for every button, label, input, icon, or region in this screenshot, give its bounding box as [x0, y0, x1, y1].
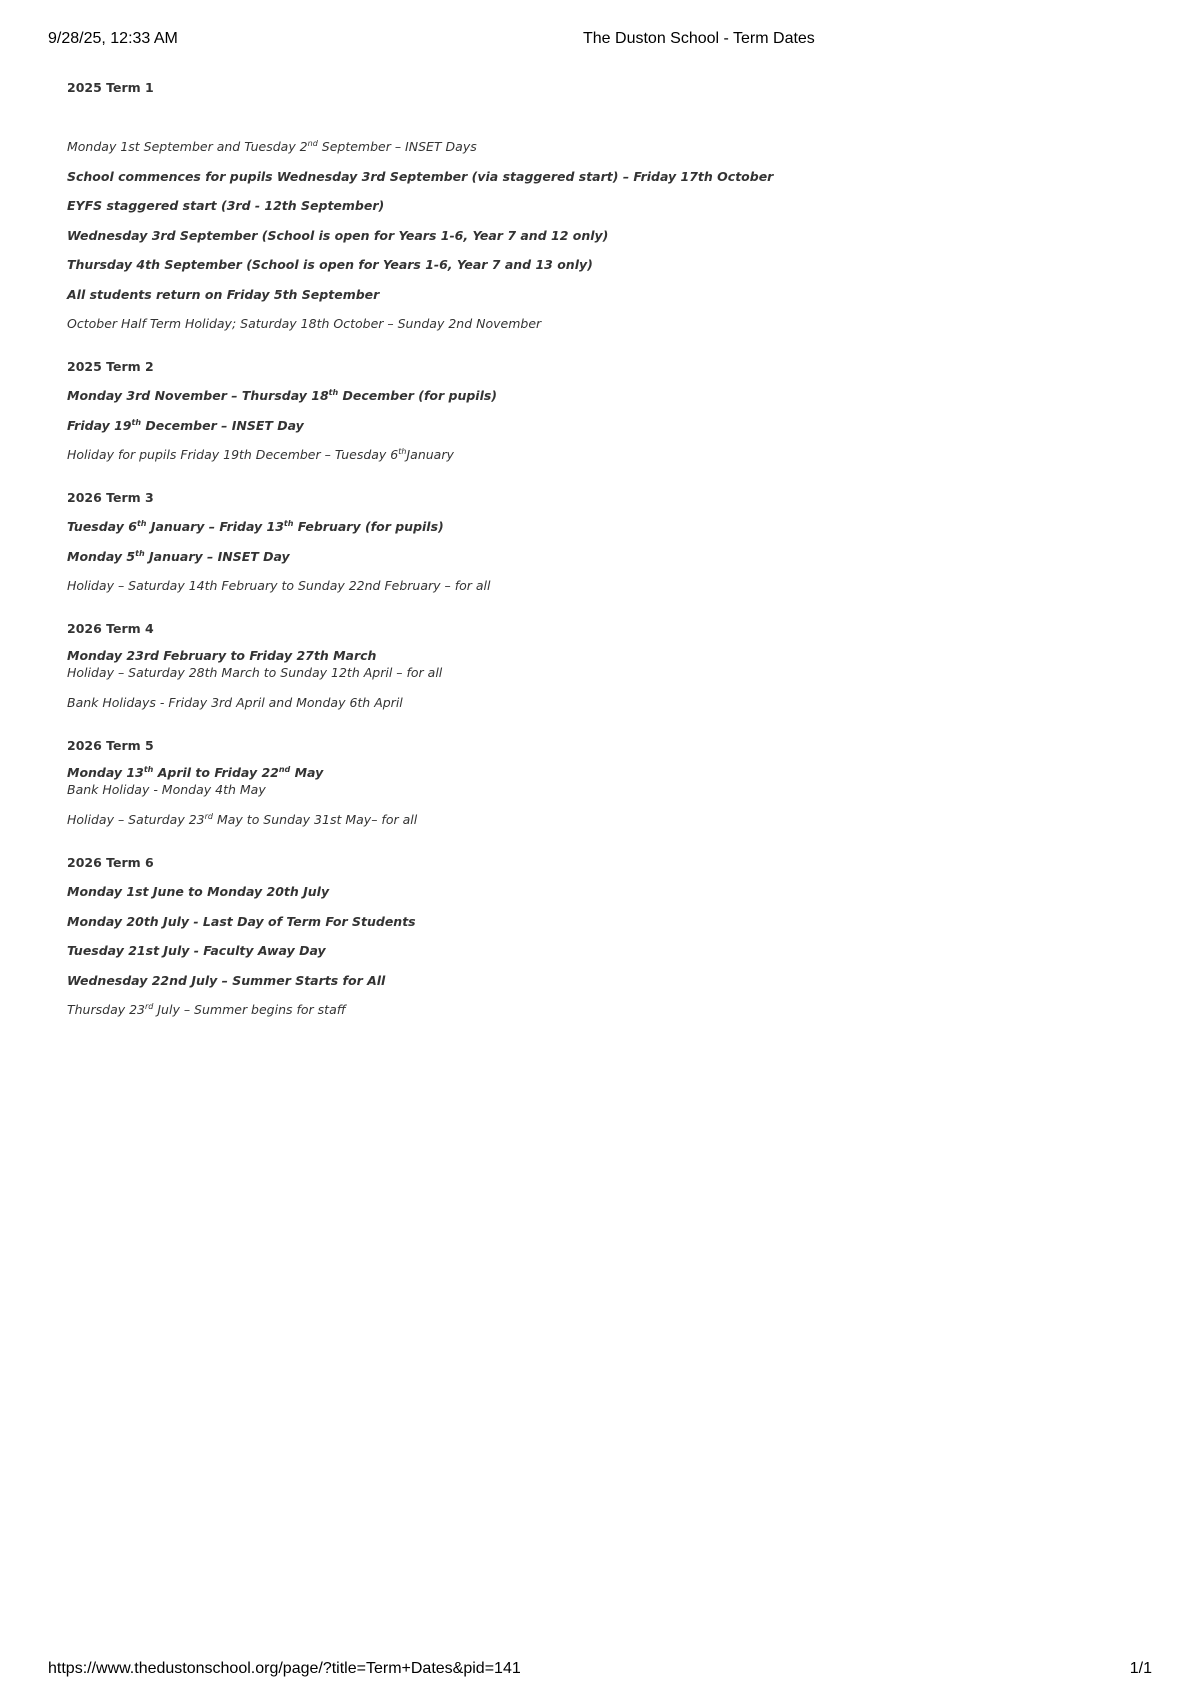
term-line: School commences for pupils Wednesday 3rd September (via staggered start) – Friday 17th October [67, 168, 774, 184]
term-line: Monday 5th January – INSET Day [67, 548, 290, 564]
term-line: Tuesday 21st July - Faculty Away Day [67, 943, 326, 958]
term-line: Thursday 23rd July – Summer begins for staff [67, 1001, 346, 1017]
term-5 [67, 736, 1127, 830]
print-header [0, 30, 1200, 52]
term-line: Bank Holiday - Monday 4th May [67, 782, 266, 797]
term-line: Holiday – Saturday 14th February to Sunday 22nd February – for all [67, 578, 491, 593]
term-line: Monday 3rd November – Thursday 18th December (for pupils) [67, 387, 498, 403]
term-3 [67, 488, 1127, 596]
term-line: Bank Holidays - Friday 3rd April and Monday 6th April [67, 695, 403, 710]
term-dates-content [67, 78, 1127, 1030]
term-line: All students return on Friday 5th September [67, 286, 380, 302]
term-line: October Half Term Holiday; Saturday 18th October – Sunday 2nd November [67, 316, 542, 331]
term-2 [67, 357, 1127, 465]
term-6 [67, 853, 1127, 1020]
term-line: Monday 1st September and Tuesday 2nd September – INSET Days [67, 138, 477, 154]
print-datetime: 9/28/25, 12:33 AM [48, 30, 178, 47]
print-page-number: 1/1 [1129, 1660, 1152, 1677]
term-line: EYFS staggered start (3rd - 12th September) [67, 198, 385, 213]
term-1 [67, 78, 1127, 334]
print-footer [0, 1660, 1200, 1682]
print-page-title: The Duston School - Term Dates [583, 30, 815, 47]
term-line: Monday 13th April to Friday 22nd May [67, 764, 324, 780]
term-line: Holiday – Saturday 23rd May to Sunday 31st May– for all [67, 811, 418, 827]
term-line: Friday 19th December – INSET Day [67, 417, 304, 433]
term-line: Holiday – Saturday 28th March to Sunday 12th April – for all [67, 665, 443, 680]
term-line: Wednesday 22nd July – Summer Starts for All [67, 972, 386, 988]
term-line: Thursday 4th September (School is open for Years 1-6, Year 7 and 13 only) [67, 257, 593, 272]
term-line: Monday 1st June to Monday 20th July [67, 884, 330, 899]
term-heading: 2026 Term 4 [67, 621, 154, 636]
term-heading: 2026 Term 6 [67, 855, 154, 870]
print-url: https://www.thedustonschool.org/page/?title=Term+Dates&pid=141 [48, 1660, 521, 1677]
term-heading: 2025 Term 1 [67, 80, 154, 95]
term-line: Holiday for pupils Friday 19th December – Tuesday 6thJanuary [67, 446, 454, 462]
term-line: Tuesday 6th January – Friday 13th February (for pupils) [67, 518, 444, 534]
term-heading: 2026 Term 5 [67, 738, 154, 753]
term-heading: 2025 Term 2 [67, 359, 154, 374]
term-line: Wednesday 3rd September (School is open for Years 1-6, Year 7 and 12 only) [67, 227, 609, 243]
term-line: Monday 23rd February to Friday 27th March [67, 648, 377, 663]
term-line: Monday 20th July - Last Day of Term For Students [67, 913, 416, 929]
term-heading: 2026 Term 3 [67, 490, 154, 505]
term-4 [67, 619, 1127, 713]
